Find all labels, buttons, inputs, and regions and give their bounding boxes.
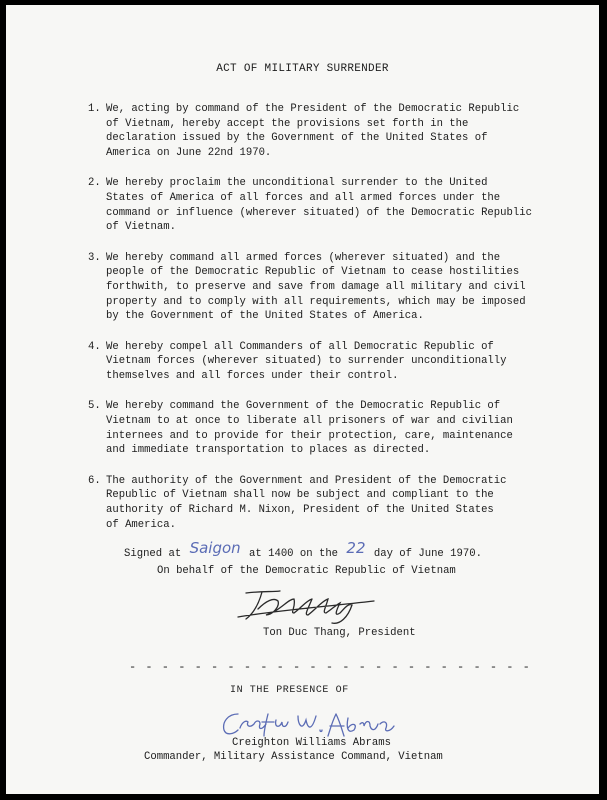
signature-ton-duc-thang xyxy=(232,587,382,627)
provision-number: 3. xyxy=(88,251,101,264)
handwritten-day: 22 xyxy=(346,539,366,557)
provision-item xyxy=(88,340,588,384)
provision-line: We, acting by command of the President of the Democratic Republic xyxy=(106,103,520,115)
provision-line: We hereby proclaim the unconditional surrender to the United xyxy=(106,177,488,190)
provision-line: of Vietnam. xyxy=(106,221,176,234)
provision-number: 2. xyxy=(88,177,101,190)
provision-line: forthwith, to preserve and save from damage all military and civil xyxy=(106,281,526,294)
provision-number: 6. xyxy=(88,474,101,487)
provision-line: internees and to provide for their protection, care, maintenance xyxy=(106,429,513,442)
provision-number: 4. xyxy=(88,340,101,353)
signature-creighton-abrams xyxy=(216,706,406,740)
provision-line: We hereby compel all Commanders of all Democratic Republic of xyxy=(106,340,494,353)
signatory-1-name: Ton Duc Thang, President xyxy=(263,627,416,639)
signed-mid: at 1400 on the xyxy=(249,548,339,560)
provision-item xyxy=(88,102,588,161)
signatory-2-name: Creighton Williams Abrams xyxy=(232,737,391,749)
provision-line: themselves and all forces under their control. xyxy=(106,370,399,383)
provision-item xyxy=(88,251,588,325)
dashed-divider: - - - - - - - - - - - - - - - - - - - - - - - - - xyxy=(129,660,531,674)
provision-line: declaration issued by the Government of the United States of xyxy=(106,132,488,145)
provision-item xyxy=(88,176,588,235)
provision-item xyxy=(88,399,588,458)
signed-suffix: day of June 1970. xyxy=(373,548,482,560)
provision-line: of America. xyxy=(106,518,176,531)
document-page xyxy=(6,5,599,794)
presence-heading: IN THE PRESENCE OF xyxy=(230,685,349,696)
provision-line: Vietnam forces (wherever situated) to surrender unconditionally xyxy=(106,355,507,368)
provision-line: America on June 22nd 1970. xyxy=(106,147,272,160)
provision-line: people of the Democratic Republic of Vietnam to cease hostilities xyxy=(106,266,520,279)
provision-line: States of America of all forces and all armed forces under the xyxy=(106,192,501,205)
provision-line: We hereby command all armed forces (wherever situated) and the xyxy=(106,251,501,264)
provision-line: command or influence (wherever situated) of the Democratic Republic xyxy=(106,206,532,219)
provision-line: by the Government of the United States of America. xyxy=(106,310,424,323)
provision-line: property and to comply with all requirements, which may be imposed xyxy=(106,295,526,308)
provision-line: Vietnam to at once to liberate all prisoners of war and civilian xyxy=(106,414,513,427)
provision-line: of Vietnam, hereby accept the provisions set forth in the xyxy=(106,117,469,130)
handwritten-place: Saigon xyxy=(189,539,241,557)
signatory-2-role: Commander, Military Assistance Command, Vietnam xyxy=(144,751,443,763)
signed-line xyxy=(124,539,482,560)
provision-line: authority of Richard M. Nixon, President of the United States xyxy=(106,503,494,516)
provision-line: The authority of the Government and President of the Democratic xyxy=(106,474,507,487)
provisions-list xyxy=(88,102,588,548)
provision-line: Republic of Vietnam shall now be subject and compliant to the xyxy=(106,489,494,502)
provision-item xyxy=(88,474,588,533)
provision-line: We hereby command the Government of the Democratic Republic of xyxy=(106,400,501,413)
on-behalf-text: On behalf of the Democratic Republic of Vietnam xyxy=(157,565,456,577)
signed-prefix: Signed at xyxy=(124,548,182,560)
document-title: ACT OF MILITARY SURRENDER xyxy=(216,63,389,75)
provision-number: 1. xyxy=(88,103,101,115)
provision-line: and immediate transportation to places as directed. xyxy=(106,444,431,457)
provision-number: 5. xyxy=(88,400,101,413)
